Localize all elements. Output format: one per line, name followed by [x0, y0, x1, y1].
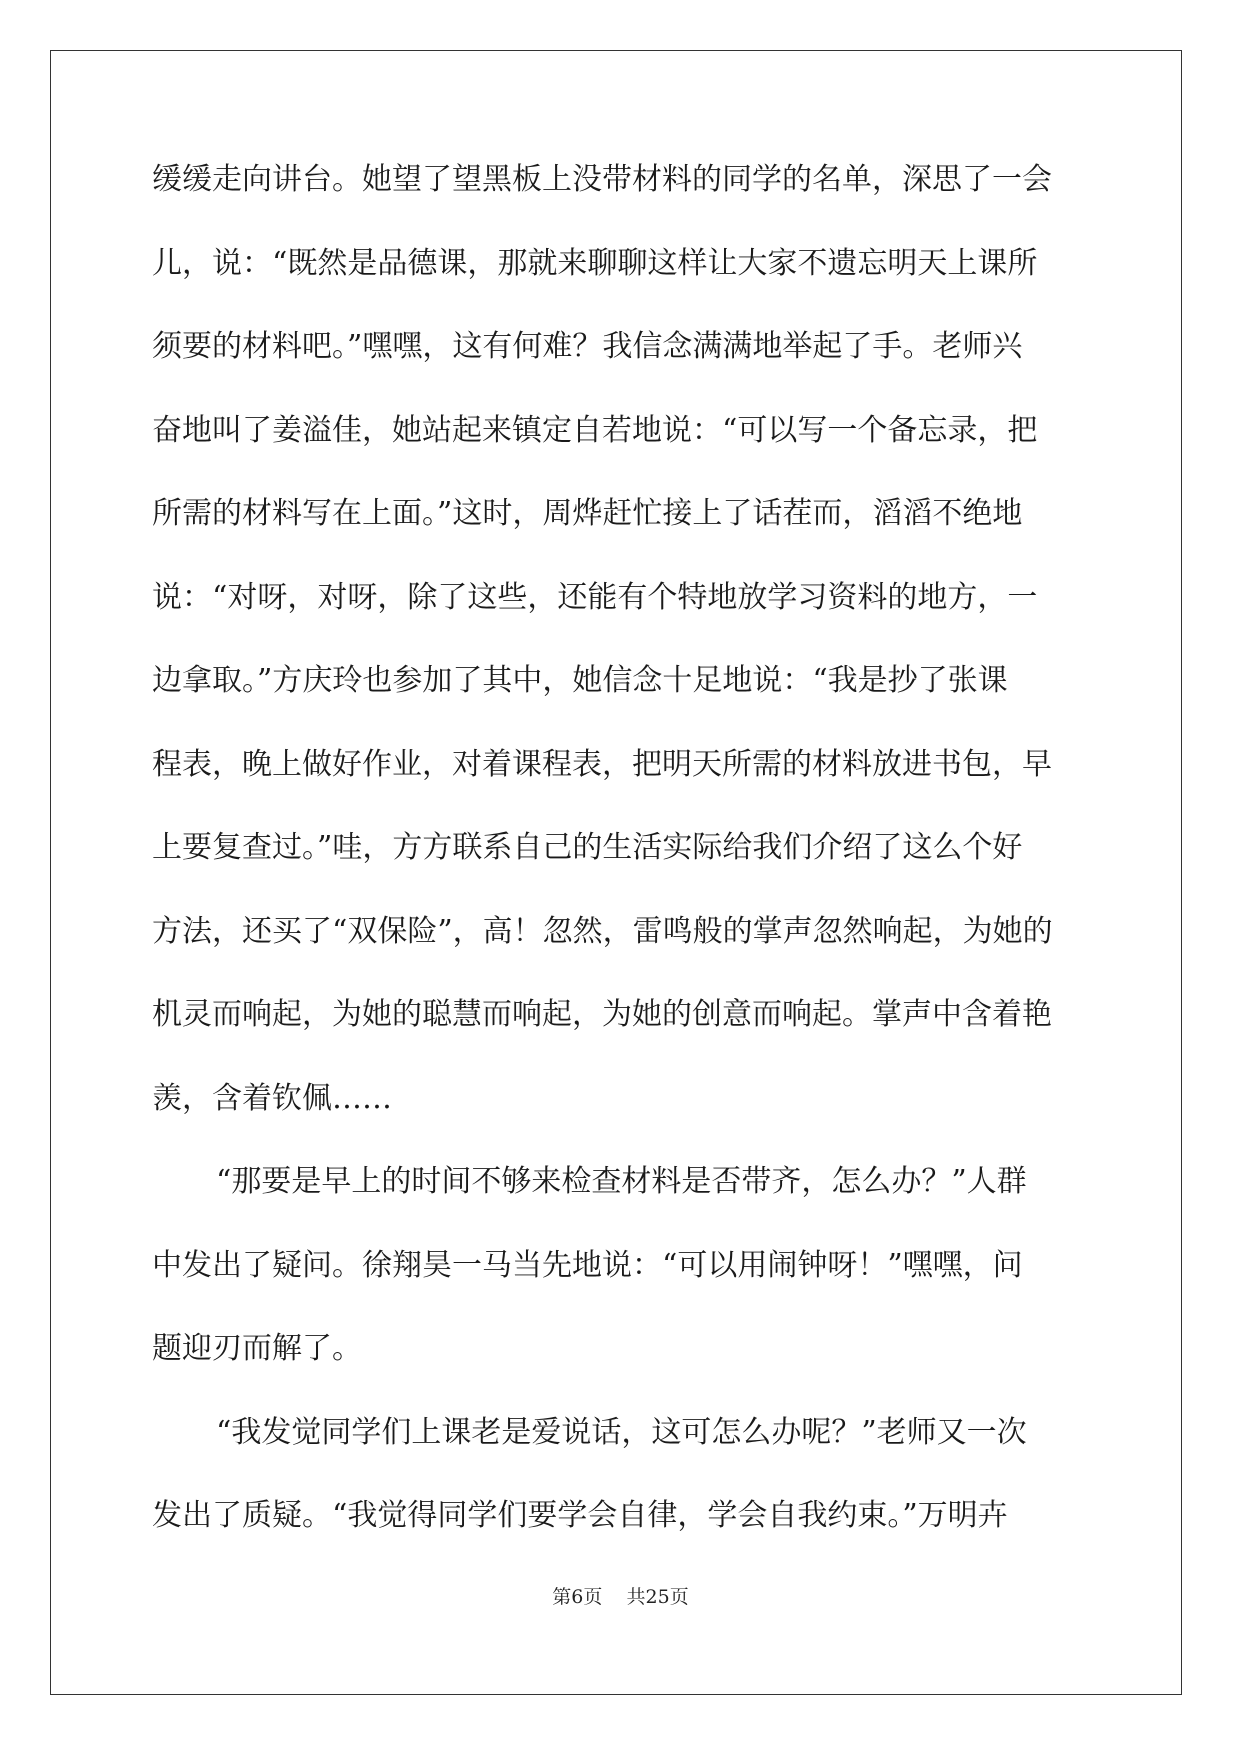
text-line: 奋地叫了姜溢佳，她站起来镇定自若地说：“可以写一个备忘录，把: [152, 412, 1038, 448]
paragraph-start-line: “那要是早上的时间不够来检查材料是否带齐，怎么办？”人群: [216, 1164, 1027, 1199]
text-line: 题迎刃而解了。: [152, 1331, 362, 1366]
document-body: [152, 150, 1092, 1570]
text-line: 上要复查过。”哇，方方联系自己的生活实际给我们介绍了这么个好: [152, 830, 1023, 865]
page-number: 第6页: [552, 1586, 603, 1608]
text-line: 中发出了疑问。徐翔昊一马当先地说：“可以用闹钟呀！”嘿嘿，问: [152, 1247, 1023, 1283]
text-line: 程表，晚上做好作业，对着课程表，把明天所需的材料放进书包，早: [152, 746, 1052, 782]
text-line: 方法，还买了“双保险”，高！忽然，雷鸣般的掌声忽然响起，为她的: [152, 913, 1053, 949]
text-line: 须要的材料吧。”嘿嘿，这有何难？我信念满满地举起了手。老师兴: [152, 329, 1023, 364]
page-footer: [0, 1584, 1241, 1610]
text-line: 说：“对呀，对呀，除了这些，还能有个特地放学习资料的地方，一: [152, 579, 1038, 615]
paragraph-start-line: “我发觉同学们上课老是爱说话，这可怎么办呢？”老师又一次: [216, 1414, 1027, 1450]
text-line: 边拿取。”方庆玲也参加了其中，她信念十足地说：“我是抄了张课: [152, 663, 1008, 698]
text-line: 所需的材料写在上面。”这时，周烨赶忙接上了话茬而，滔滔不绝地: [152, 496, 1023, 531]
text-line: 机灵而响起，为她的聪慧而响起，为她的创意而响起。掌声中含着艳: [152, 997, 1052, 1032]
text-line: 儿，说：“既然是品德课，那就来聊聊这样让大家不遗忘明天上课所: [152, 245, 1038, 281]
text-line: 羡，含着钦佩……: [152, 1080, 392, 1116]
text-line: 发出了质疑。“我觉得同学们要学会自律，学会自我约束。”万明卉: [152, 1498, 1008, 1533]
page-total: 共25页: [626, 1586, 689, 1608]
text-line: 缓缓走向讲台。她望了望黑板上没带材料的同学的名单，深思了一会: [152, 162, 1052, 197]
